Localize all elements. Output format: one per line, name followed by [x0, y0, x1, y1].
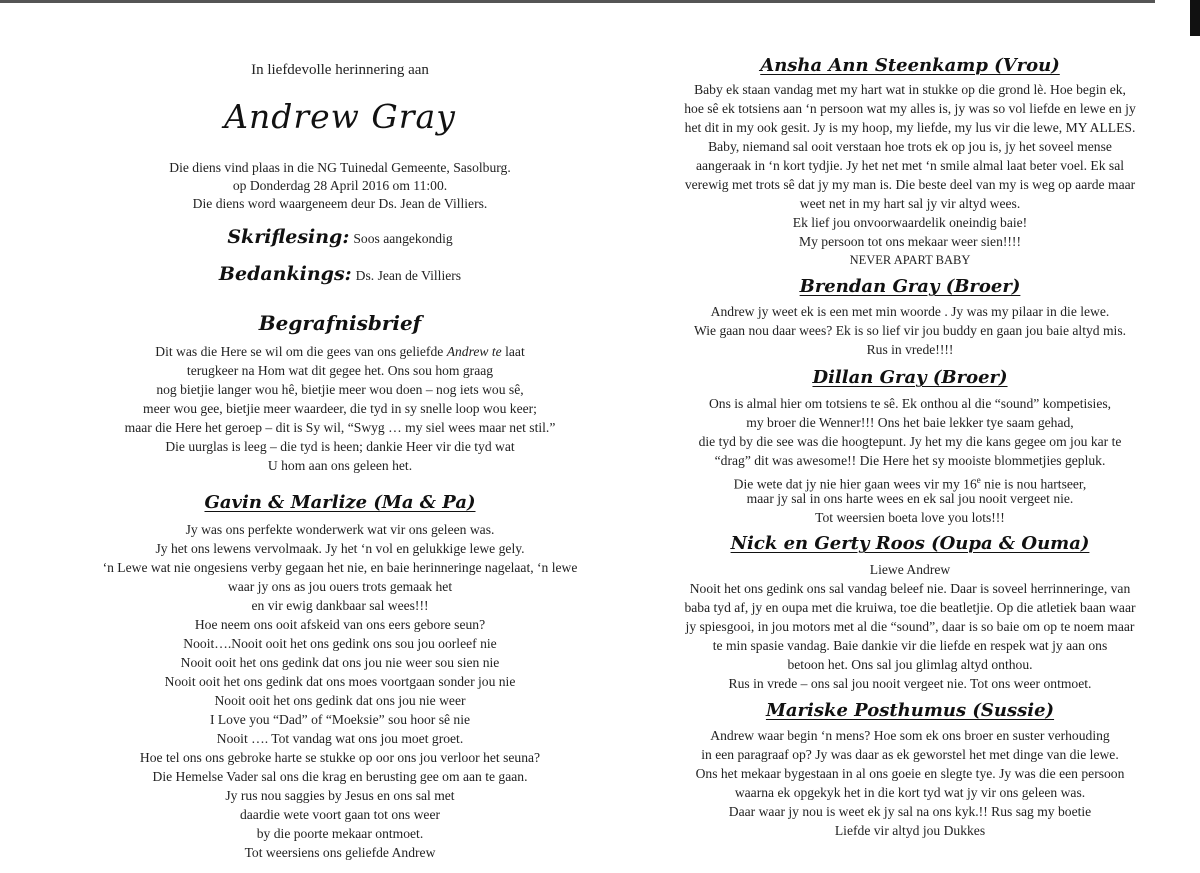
parents-line: en vir ewig dankbaar sal wees!!!: [251, 598, 429, 613]
wife-line: My persoon tot ons mekaar weer sien!!!!: [799, 234, 1021, 249]
dillan-line: my broer die Wenner!!! Ons het baie lekker tye saam gehad,: [746, 415, 1074, 430]
parents-heading: Gavin & Marlize (Ma & Pa): [204, 492, 476, 513]
parents-line: Nooit ooit het ons gedink dat ons jou nie weer: [214, 693, 466, 708]
wife-line: Baby ek staan vandag met my hart wat in stukke op die grond lè. Hoe begin ek,: [694, 82, 1126, 97]
sister-line: Ons het mekaar bygestaan in al ons goeie en slegte tye. Jy was die een persoon: [695, 766, 1125, 781]
dillan-line: die tyd by die see was die hoogtepunt. Jy het my die kans gegee om jou kar te: [698, 434, 1122, 449]
begrafnisbrief-text: Dit was die Here se wil om die gees van ons geliefde: [155, 344, 447, 359]
intro-text: In liefdevolle herinnering aan: [251, 62, 429, 78]
begrafnisbrief-line: terugkeer na Hom wat dit gegee het. Ons sou hom graag: [186, 363, 494, 378]
deceased-name: Andrew Gray: [224, 97, 456, 136]
begrafnisbrief-line: nog bietjie langer wou hê, bietjie meer wou doen – nog iets wou sê,: [156, 382, 524, 397]
begrafnisbrief-line: U hom aan ons geleen het.: [267, 458, 413, 473]
dillan-line: “drag” dit was awesome!! Die Here het sy mooiste blommetjies gepluk.: [714, 453, 1106, 468]
dillan-heading: Dillan Gray (Broer): [812, 367, 1008, 388]
parents-line: by die poorte mekaar ontmoet.: [256, 826, 424, 841]
parents-line: Hoe neem ons ooit afskeid van ons eers gebore seun?: [194, 617, 486, 632]
parents-line: Hoe tel ons ons gebroke harte se stukke op oor ons jou verloor het seuna?: [139, 750, 541, 765]
dillan-superscript: e: [976, 475, 981, 485]
parents-line: waar jy ons as jou ouers trots gemaak het: [227, 579, 453, 594]
grandparents-line: Rus in vrede – ons sal jou nooit vergeet nie. Tot ons weer ontmoet.: [728, 676, 1092, 691]
wife-line: hoe sê ek totsiens aan ‘n persoon wat my alles is, jy was so vol liefde en lewe en jy: [684, 101, 1136, 116]
wife-line: weet net in my hart sal jy vir altyd wees.: [799, 196, 1021, 211]
grandparents-line: jy spiesgooi, in jou motors met al die “sound”, daar is so baie om op te noem maar: [685, 619, 1135, 634]
scan-edge-mark: [1190, 0, 1200, 36]
begrafnisbrief-line: Die uurglas is leeg – die tyd is heen; dankie Heer vir die tyd wat: [165, 439, 515, 454]
parents-line: Nooit….Nooit ooit het ons gedink ons sou jou oorleef nie: [183, 636, 497, 651]
grandparents-line: baba tyd af, jy en oupa met die kruiwa, toe die beatletjie. Op die atletiek baan waar: [684, 600, 1136, 615]
sister-line: Andrew waar begin ‘n mens? Hoe som ek ons broer en suster verhouding: [710, 728, 1110, 743]
parents-line: Nooit ooit het ons gedink dat ons moes voortgaan sonder jou nie: [164, 674, 516, 689]
dillan-text: Die wete dat jy nie hier gaan wees vir my 16: [733, 476, 977, 492]
parents-line: Nooit ooit het ons gedink dat ons jou nie weer sou sien nie: [180, 655, 500, 670]
brendan-heading: Brendan Gray (Broer): [799, 276, 1021, 297]
dillan-line: maar jy sal in ons harte wees en ek sal jou nooit vergeet nie.: [746, 491, 1074, 506]
parents-line: Jy rus nou saggies by Jesus en ons sal met: [225, 788, 455, 803]
sister-line: Daar waar jy nou is weet ek jy sal na ons kyk.!! Rus sag my boetie: [728, 804, 1092, 819]
begrafnisbrief-line: meer wou gee, bietjie meer waardeer, die tyd in sy snelle loop wou keer;: [143, 401, 537, 416]
parents-line: Die Hemelse Vader sal ons die krag en berusting gee om aan te gaan.: [152, 769, 528, 784]
sister-line: waarna ek opgekyk het in die kort tyd wat jy vir ons geleen was.: [734, 785, 1086, 800]
parents-line: Jy het ons lewens vervolmaak. Jy het ‘n vol en gelukkige lewe gely.: [155, 541, 525, 556]
grandparents-line: Nooit het ons gedink ons sal vandag beleef nie. Daar is soveel herrinneringe, van: [689, 581, 1131, 596]
begrafnisbrief-heading: Begrafnisbrief: [258, 311, 422, 335]
sister-line: in een paragraaf op? Jy was daar as ek geworstel het met dinge van die lewe.: [701, 747, 1119, 762]
dillan-text: nie is nou hartseer,: [980, 476, 1087, 492]
begrafnisbrief-line: maar die Here het geroep – dit is Sy wil, “Swyg … my siel wees maar net stil.”: [124, 420, 556, 435]
parents-line: Jy was ons perfekte wonderwerk wat vir ons geleen was.: [185, 522, 495, 537]
service-line: Die diens word waargeneem deur Ds. Jean de Villiers.: [192, 196, 488, 211]
grandparents-line: betoon het. Ons sal jou glimlag altyd onthou.: [787, 657, 1033, 672]
parents-line: I Love you “Dad” of “Moeksie” sou hoor sê nie: [209, 712, 471, 727]
bedankings-value: Ds. Jean de Villiers: [355, 268, 462, 283]
wife-heading: Ansha Ann Steenkamp (Vrou): [760, 55, 1060, 76]
sister-line: Liefde vir altyd jou Dukkes: [834, 823, 986, 838]
grandparents-line: te min spasie vandag. Baie dankie vir die liefde en respek wat jy aan ons: [712, 638, 1108, 653]
parents-line: daardie wete voort gaan tot ons weer: [239, 807, 441, 822]
begrafnisbrief-name-italic: Andrew te: [446, 344, 502, 359]
wife-line: Baby, niemand sal ooit verstaan hoe trots ek op jou is, jy het soveel mense: [708, 139, 1112, 154]
dillan-line: Tot weersien boeta love you lots!!!: [815, 510, 1005, 525]
begrafnisbrief-line: [60, 343, 620, 361]
brendan-line: Wie gaan nou daar wees? Ek is so lief vir jou buddy en gaan jou baie altyd mis.: [693, 323, 1127, 338]
sister-heading: Mariske Posthumus (Sussie): [765, 700, 1055, 721]
grandparents-heading: Nick en Gerty Roos (Oupa & Ouma): [730, 533, 1090, 554]
bedankings-row: [60, 263, 620, 285]
grandparents-line: Liewe Andrew: [869, 562, 951, 577]
wife-line: Ek lief jou onvoorwaardelik oneindig baie!: [792, 215, 1028, 230]
bedankings-label: Bedankings:: [218, 263, 352, 285]
skriflesing-row: [60, 226, 620, 248]
scan-top-border: [0, 0, 1155, 3]
wife-line: aangeraak in ‘n kort tydjie. Jy het net met ‘n smile almal laat beter voel. Ek sal: [695, 158, 1125, 173]
parents-line: ‘n Lewe wat nie ongesiens verby gegaan het nie, en baie herinneringe nagelaat, ‘n lewe: [102, 560, 578, 575]
wife-line: NEVER APART BABY: [849, 253, 971, 267]
wife-line: verewig met trots sê dat jy my man is. Die beste deel van my is weg op aarde maar: [684, 177, 1136, 192]
service-line: op Donderdag 28 April 2016 om 11:00.: [232, 178, 448, 193]
parents-line: Tot weersiens ons geliefde Andrew: [244, 845, 436, 860]
skriflesing-value: Soos aangekondig: [353, 231, 453, 246]
service-line: Die diens vind plaas in die NG Tuinedal Gemeente, Sasolburg.: [169, 160, 511, 175]
wife-line: het dit in my ook gesit. Jy is my hoop, my liefde, my lus vir die lewe, MY ALLES.: [684, 120, 1136, 135]
dillan-line: Ons is almal hier om totsiens te sê. Ek onthou al die “sound” kompetisies,: [708, 396, 1112, 411]
begrafnisbrief-text: laat: [501, 344, 525, 359]
parents-line: Nooit …. Tot vandag wat ons jou moet groet.: [216, 731, 464, 746]
brendan-line: Andrew jy weet ek is een met min woorde . Jy was my pilaar in die lewe.: [710, 304, 1110, 319]
skriflesing-label: Skriflesing:: [227, 226, 350, 248]
brendan-line: Rus in vrede!!!!: [866, 342, 954, 357]
